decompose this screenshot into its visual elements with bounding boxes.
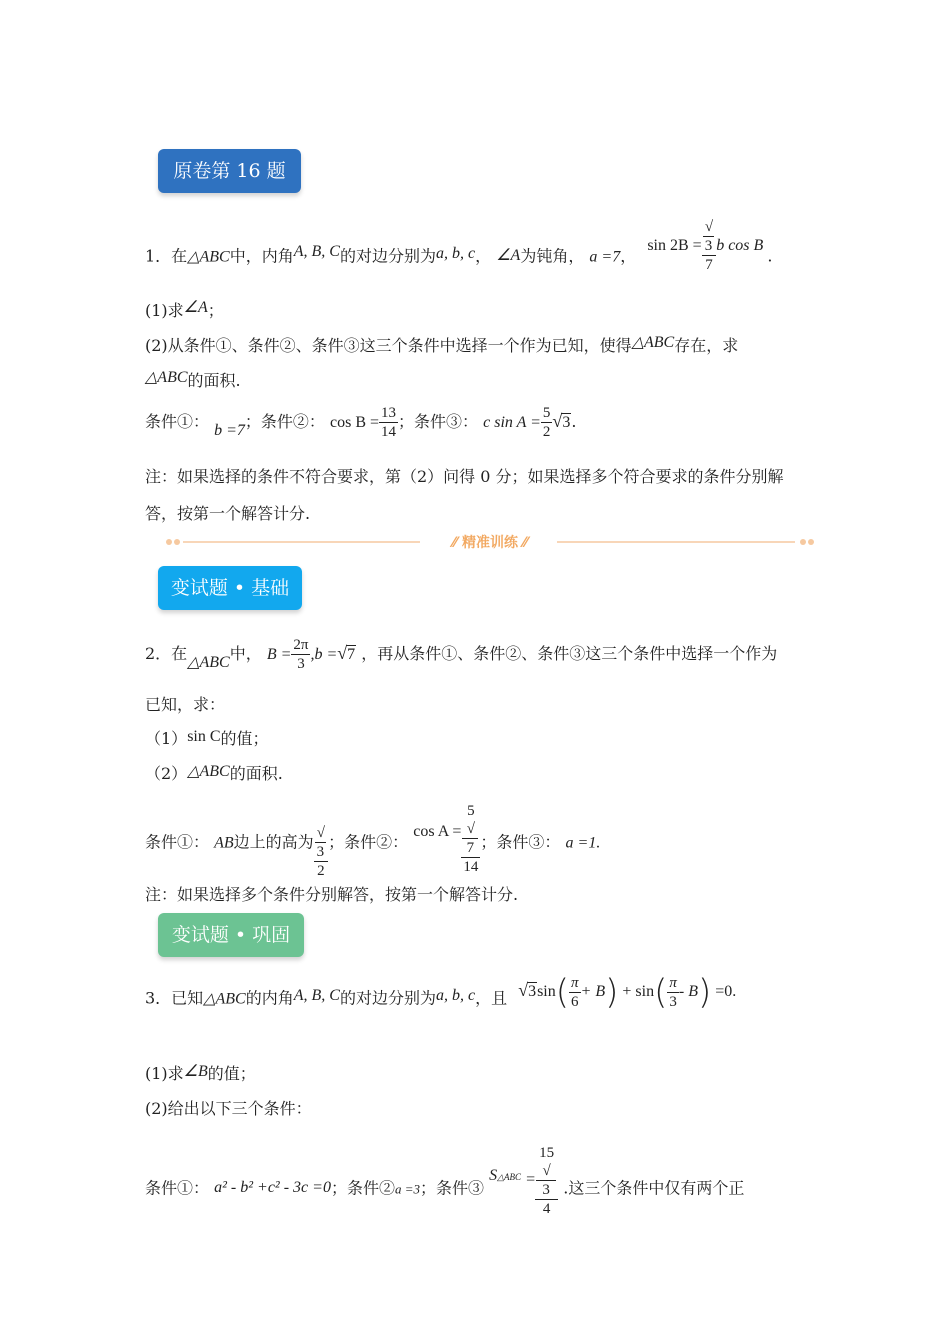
q1-note-2: 答，按第一个解答计分. [145, 504, 311, 523]
q3-frac-pi-3: $\frac{\pi}{3}$ [669, 974, 677, 1010]
q1-frac-5-2: $\frac{5}{2}$ [542, 405, 551, 440]
q2-part2: （2）△ABC的面积. [145, 763, 283, 783]
section-badge-consolidate: 变试题 • 巩固 [158, 913, 304, 957]
q2-frac-sqrt3-2: √ 3 2 [314, 824, 329, 880]
q2-conditions: 条件①： AB边上的高为 √ 3 2 ；条件②： cos A = 5 √ 7 14 ；条件③： a =1. [145, 803, 601, 879]
section-badge-original: 原卷第 16 题 [158, 149, 301, 193]
q2-note: 注：如果选择多个条件分别解答，按第一个解答计分. [145, 885, 519, 904]
slash-left-icon: ⁄⁄ [452, 535, 462, 551]
q1-stem: 1．在△ABC中，内角A, B, C的对边分别为a, b, c， ∠A为钝角， a =7， sin 2B = √ 3 7 b cos B . [145, 219, 773, 273]
section-divider [165, 533, 815, 551]
q1-conditions: 条件①： b =7；条件②： cos B = $\frac{13}{14}$ ；条件③： c sin A = $\frac{5}{2}$ √3. [145, 405, 577, 440]
q1-note-1: 注：如果选择的条件不符合要求，第（2）问得 0 分；如果选择多个符合要求的条件分别解 [145, 467, 784, 486]
section-badge-basic: 变试题 • 基础 [158, 566, 302, 610]
slash-right-icon: ⁄⁄ [518, 535, 528, 551]
q1-frac-13-14: $\frac{13}{14}$ [381, 405, 397, 440]
q2-frac-2pi-3: $\frac{2\pi}{3}$ [293, 637, 309, 672]
q3-frac-15sqrt3-4: 15 √ 3 4 [535, 1144, 558, 1218]
q3-conditions: 条件①： a² - b² +c² - 3c =0；条件②a =3；条件③ S△ABC = 15 √ 3 4 .这三个条件中仅有两个正 [145, 1145, 745, 1217]
q2-stem-cont: 已知，求： [145, 695, 226, 714]
q1-part1: (1)求∠A； [145, 299, 224, 320]
q3-part2: (2)给出以下三个条件： [145, 1099, 312, 1118]
q2-part1: （1）sin C的值； [145, 728, 269, 748]
divider-title: ⁄⁄ 精准训练 ⁄⁄ [452, 535, 528, 551]
q1-part2-cont: △ABC的面积. [145, 369, 241, 390]
q2-frac-5sqrt7-14: 5 √ 7 14 [463, 803, 479, 875]
q2-stem: 2．在△ABC中， B = $\frac{2\pi}{3}$ ,b =√7 ，再从条件①、条件②、条件③这三个条件中选择一个作为 [145, 637, 778, 672]
q1-frac-sqrt3-7: √ 3 7 [702, 218, 717, 274]
q3-frac-pi-6: $\frac{\pi}{6}$ [571, 974, 579, 1010]
q1-part2: (2)从条件①、条件②、条件③这三个条件中选择一个作为已知，使得△ABC存在，求 [145, 334, 739, 355]
q3-part1: (1)求∠B的值； [145, 1063, 256, 1083]
q3-stem: 3．已知△ABC的内角A, B, C的对边分别为a, b, c，且 √3sin( $\frac{\pi}{6}$ + B) + sin( $\frac{\pi}{3}$ - B) =0. [145, 972, 737, 1012]
